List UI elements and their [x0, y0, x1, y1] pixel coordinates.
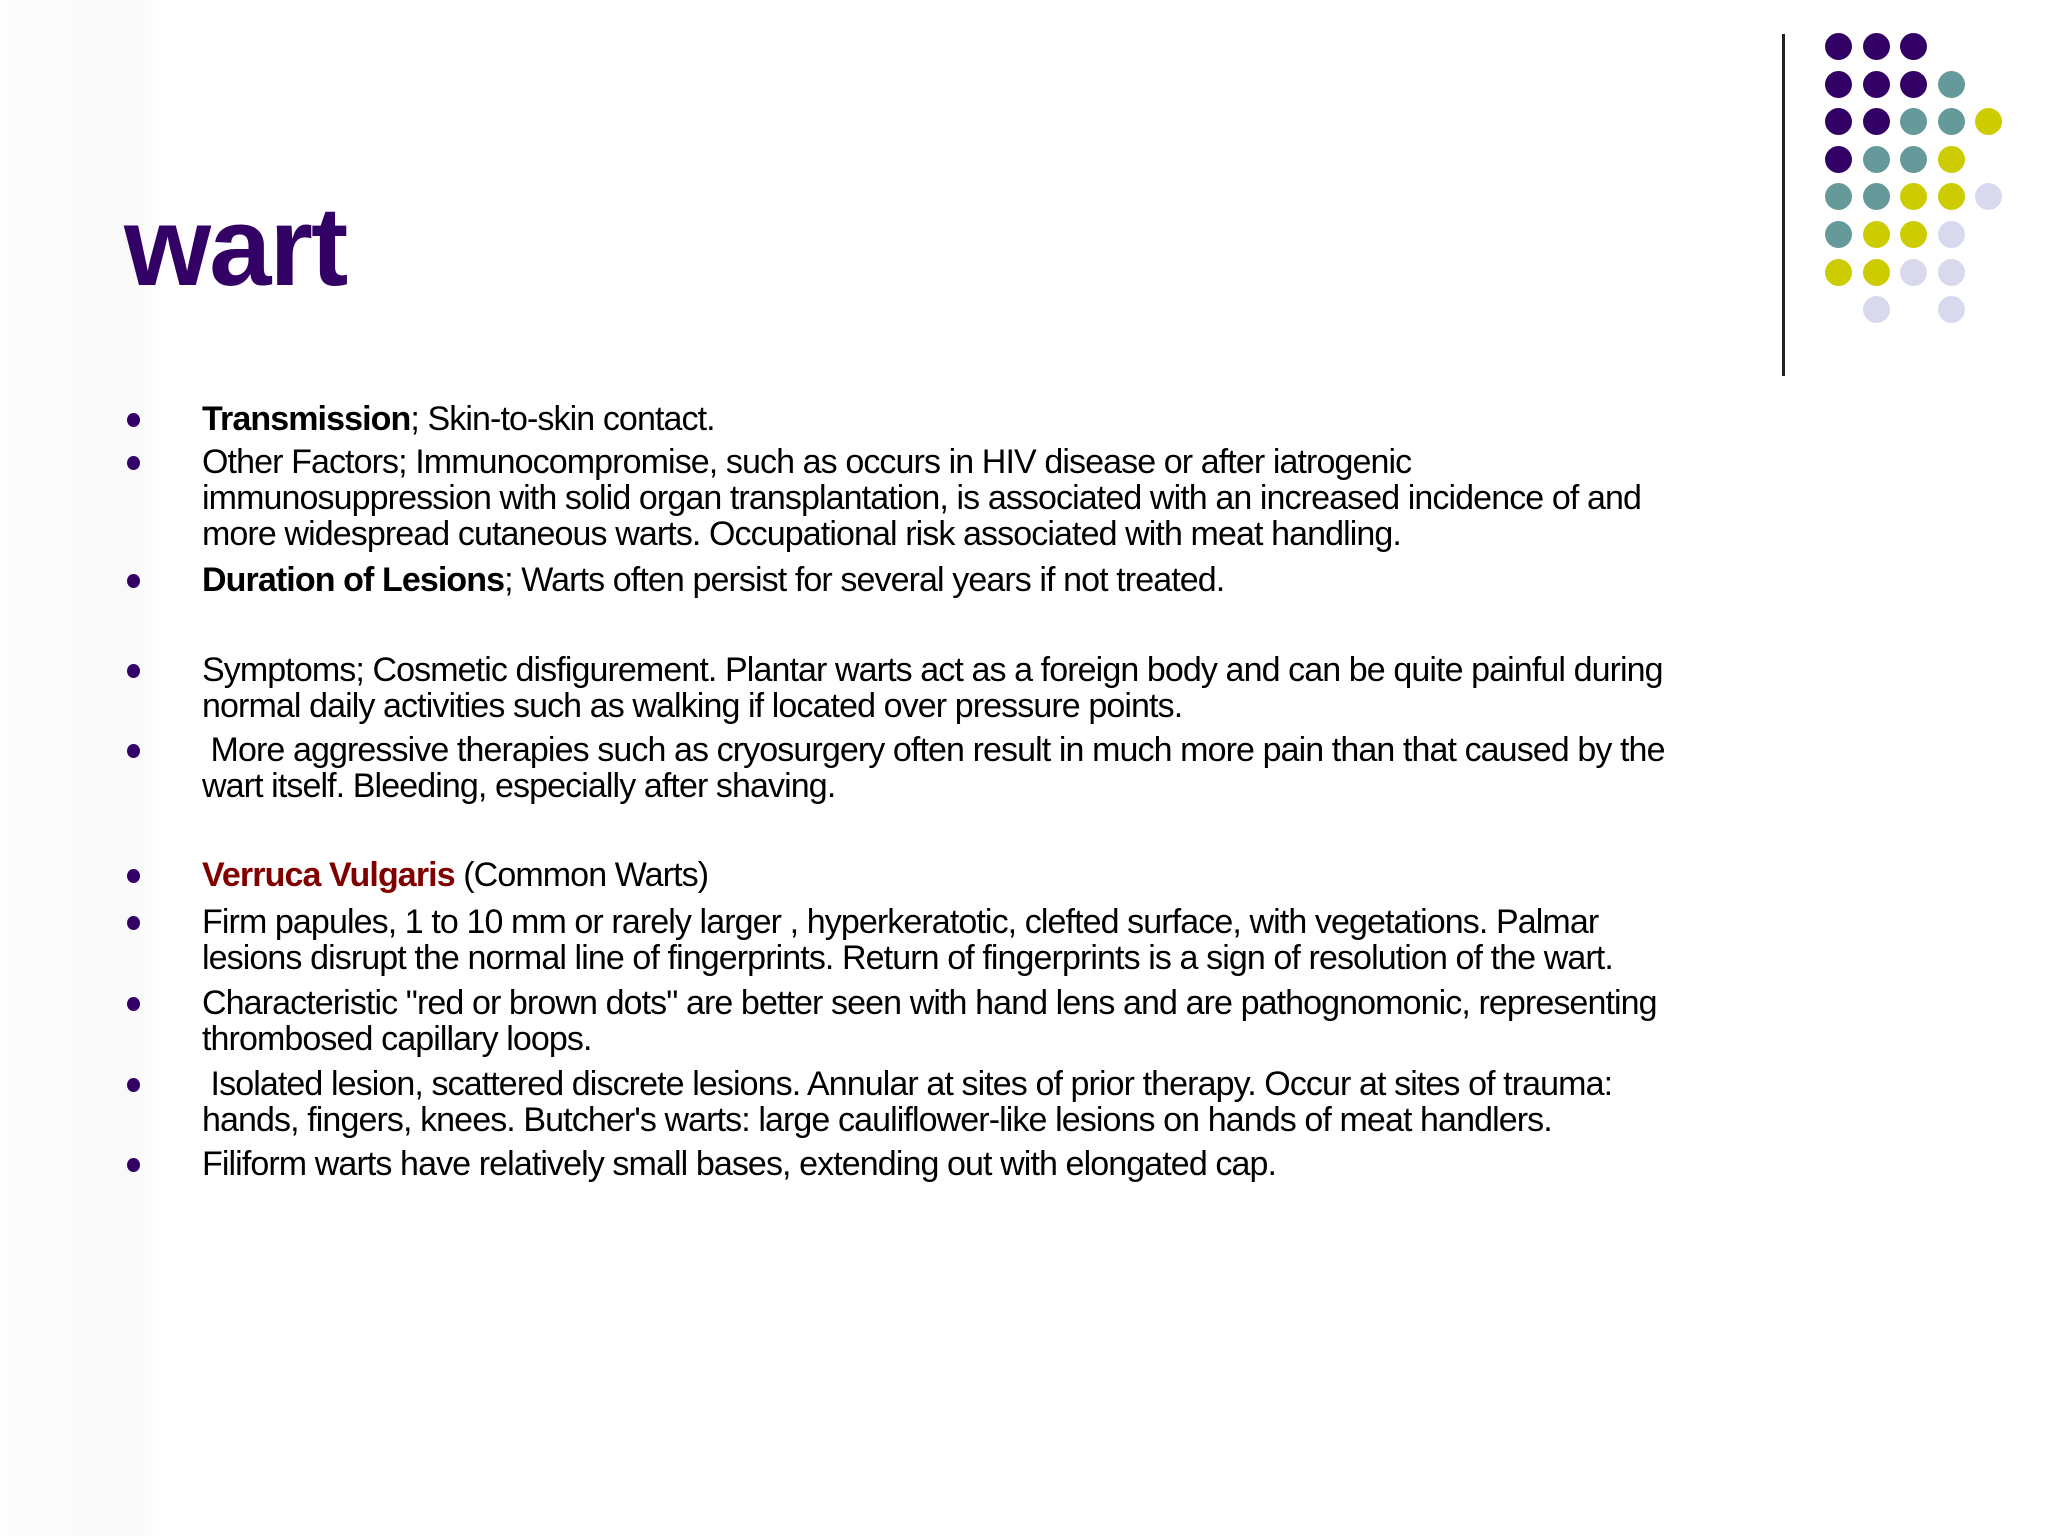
slide-title: wart	[124, 184, 347, 309]
text-line	[202, 688, 1663, 724]
decorative-dot	[1825, 146, 1852, 173]
line-text: Characteristic "red or brown dots" are better seen with hand lens and are pathognomonic, representing	[202, 984, 1657, 1022]
line-text: immunosuppression with solid organ transplantation, is associated with an increased incidence of and	[202, 479, 1641, 517]
text-line	[202, 1146, 1276, 1182]
decorative-dot	[1863, 183, 1890, 210]
decorative-dot	[1975, 183, 2002, 210]
line-text: More aggressive therapies such as cryosurgery often result in much more pain than that caused by the	[202, 731, 1665, 769]
decorative-dot	[1900, 183, 1927, 210]
line-text: (Common Warts)	[454, 856, 709, 894]
decorative-dot	[1863, 259, 1890, 286]
decorative-dot	[1938, 221, 1965, 248]
text-line	[202, 516, 1641, 552]
bold-label: Duration of Lesions	[202, 561, 505, 599]
line-text: Other Factors; Immunocompromise, such as occurs in HIV disease or after iatrogenic	[202, 443, 1412, 481]
bullet-text	[202, 401, 715, 437]
bold-label: Transmission	[202, 400, 411, 438]
bullet-text	[202, 444, 1641, 552]
decorative-dot	[1825, 259, 1852, 286]
bullet-text	[202, 562, 1224, 598]
text-line	[202, 732, 1665, 768]
highlight-label: Verruca Vulgaris	[202, 856, 455, 894]
bullet-icon	[127, 664, 140, 678]
text-line	[202, 562, 1224, 598]
decorative-dot	[1938, 108, 1965, 135]
decorative-dot	[1863, 71, 1890, 98]
bullet-icon	[127, 916, 140, 930]
bullet-text	[202, 652, 1663, 724]
decorative-dot	[1863, 33, 1890, 60]
line-text: more widespread cutaneous warts. Occupational risk associated with meat handling.	[202, 515, 1401, 553]
bullet-text	[202, 904, 1613, 976]
text-line	[202, 768, 1665, 804]
bullet-text	[202, 732, 1665, 804]
decorative-dot	[1938, 71, 1965, 98]
line-text: Filiform warts have relatively small bases, extending out with elongated cap.	[202, 1145, 1277, 1183]
line-text: Isolated lesion, scattered discrete lesions. Annular at sites of prior therapy. Occur at sites of trauma:	[202, 1065, 1613, 1103]
text-line	[202, 480, 1641, 516]
bullet-text	[202, 1146, 1276, 1182]
bullet-text	[202, 857, 708, 893]
line-text: ; Warts often persist for several years if not treated.	[504, 561, 1225, 599]
bullet-icon	[127, 744, 140, 758]
decorative-dot	[1863, 221, 1890, 248]
decorative-dot	[1825, 221, 1852, 248]
line-text: thrombosed capillary loops.	[202, 1020, 592, 1058]
decorative-dot	[1863, 108, 1890, 135]
decorative-dot	[1825, 183, 1852, 210]
decorative-dot	[1975, 108, 2002, 135]
line-text: ; Skin-to-skin contact.	[410, 400, 715, 438]
decorative-dot	[1900, 146, 1927, 173]
decorative-dot	[1863, 296, 1890, 323]
decorative-divider	[1782, 34, 1785, 376]
decorative-dot	[1900, 71, 1927, 98]
bullet-text	[202, 1066, 1612, 1138]
decorative-dot	[1900, 221, 1927, 248]
decorative-dot	[1825, 33, 1852, 60]
text-line	[202, 652, 1663, 688]
line-text: lesions disrupt the normal line of fingerprints. Return of fingerprints is a sign of resolution of the wart.	[202, 939, 1613, 977]
text-line	[202, 444, 1641, 480]
bullet-icon	[127, 1078, 140, 1092]
decorative-dot	[1825, 108, 1852, 135]
decorative-dot	[1938, 259, 1965, 286]
decorative-dot	[1900, 259, 1927, 286]
bullet-icon	[127, 997, 140, 1011]
text-line	[202, 1066, 1612, 1102]
line-text: normal daily activities such as walking if located over pressure points.	[202, 687, 1183, 725]
line-text: Symptoms; Cosmetic disfigurement. Plantar warts act as a foreign body and can be quite painful during	[202, 651, 1663, 689]
bullet-icon	[127, 574, 140, 588]
bullet-text	[202, 985, 1657, 1057]
decorative-dot	[1938, 146, 1965, 173]
text-line	[202, 1021, 1657, 1057]
text-line	[202, 940, 1613, 976]
decorative-dot	[1825, 71, 1852, 98]
bullet-icon	[127, 413, 140, 427]
decorative-dot	[1863, 146, 1890, 173]
bullet-icon	[127, 456, 140, 470]
decorative-dot	[1938, 296, 1965, 323]
line-text: wart itself. Bleeding, especially after shaving.	[202, 767, 836, 805]
decorative-dot	[1938, 183, 1965, 210]
bullet-icon	[127, 1158, 140, 1172]
decorative-dot	[1900, 108, 1927, 135]
text-line	[202, 401, 715, 437]
line-text: Firm papules, 1 to 10 mm or rarely larger , hyperkeratotic, clefted surface, with vegetations. Palmar	[202, 903, 1599, 941]
text-line	[202, 985, 1657, 1021]
text-line	[202, 904, 1613, 940]
decorative-dot	[1900, 33, 1927, 60]
text-line	[202, 1102, 1612, 1138]
line-text: hands, fingers, knees. Butcher's warts: large cauliflower-like lesions on hands of meat handlers.	[202, 1101, 1552, 1139]
text-line	[202, 857, 708, 893]
bullet-icon	[127, 869, 140, 883]
